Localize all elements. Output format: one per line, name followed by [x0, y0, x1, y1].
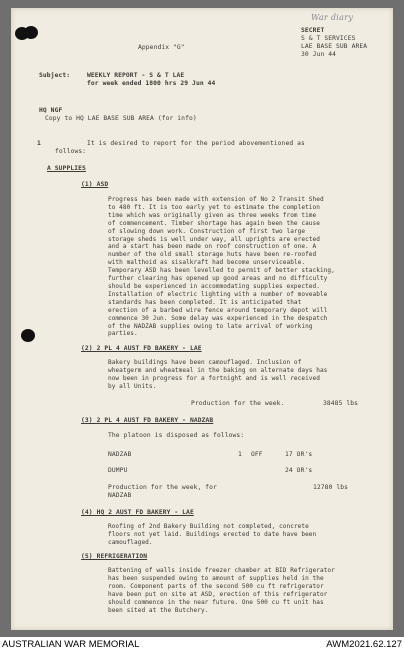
asd-paragraph — [108, 196, 335, 338]
item-heading-asd: (1) ASD — [81, 181, 109, 188]
handwritten-note: War diary — [311, 13, 354, 22]
subject-line-1: WEEKLY REPORT - S & T LAE — [87, 72, 185, 79]
disposition-ors: 17 OR's — [285, 451, 313, 458]
subject-label: Subject: — [39, 72, 71, 79]
header-unit: S & T SERVICES — [301, 35, 356, 42]
section-heading-supplies: A SUPPLIES — [47, 165, 86, 172]
disposition-officer-count: 1 — [238, 451, 242, 458]
asd-line: of slowing down work. Construction of first two large — [108, 227, 306, 235]
refrigeration-line: Battening of walls inside freezer chamber at BID Refrigerator — [108, 567, 335, 574]
refrigeration-line: should commence in the near future. One 500 cu ft unit has — [108, 598, 324, 606]
asd-line: storage sheds is well under way, all uprights are erected — [108, 235, 320, 243]
refrigeration-paragraph — [108, 567, 335, 614]
hq-bakery-line: camouflaged. — [108, 538, 153, 546]
archive-name: AUSTRALIAN WAR MEMORIAL — [2, 639, 140, 650]
punch-hole-middle — [21, 329, 35, 342]
bakery-lae-line: by all Units. — [108, 382, 157, 390]
archive-reference: AWM2021.62.127 — [326, 639, 402, 650]
hq-bakery-line: floors not yet laid. Buildings erected to date have been — [108, 530, 317, 538]
header-area: LAE BASE SUB AREA — [301, 43, 368, 50]
refrigeration-line: room. Component parts of the second 500 cu ft refrigerator — [108, 582, 324, 590]
bakery-lae-line: now been in progress for a fortnight and is well received — [108, 374, 320, 382]
refrigeration-line: been sited at the Butchery. — [108, 606, 209, 614]
asd-line: to 480 ft. It is too early yet to estimate the completion — [108, 203, 320, 211]
archive-footer — [0, 637, 404, 653]
punch-hole-top-2 — [24, 26, 38, 39]
disposition-place: NADZAB — [108, 451, 132, 458]
subject-line-2: for week ended 1800 hrs 29 Jun 44 — [87, 80, 216, 87]
bakery-lae-line: wheatgerm and wheatmeal in the baking on alternate days has — [108, 366, 328, 374]
appendix-label: Appendix "G" — [138, 44, 185, 51]
asd-line: parties. — [108, 330, 138, 338]
disposition-ors: 24 OR's — [285, 467, 313, 474]
item-heading-bakery-lae: (2) 2 PL 4 AUST FD BAKERY - LAE — [81, 345, 202, 352]
document-page — [11, 8, 393, 630]
asd-line: time which was originally given as three weeks from time — [108, 211, 317, 219]
production-nadzab-label: Production for the week, for — [108, 484, 217, 491]
asd-line: Installation of electric lighting with a number of moveable — [108, 290, 328, 298]
production-nadzab-value: 12780 lbs — [313, 484, 349, 491]
hq-bakery-line: Roofing of 2nd Bakery Building not completed, concrete — [108, 523, 309, 530]
disposition-intro: The platoon is disposed as follows: — [108, 432, 245, 439]
production-nadzab-place: NADZAB — [108, 492, 132, 499]
hq-bakery-paragraph — [108, 523, 316, 547]
intro-line-1: It is desired to report for the period abovementioned as — [87, 140, 305, 147]
asd-line: standards has been completed. It is anticipated that — [108, 298, 302, 306]
bakery-lae-paragraph — [108, 359, 327, 391]
asd-line: Temporary ASD has been levelled to permit of better stacking, — [108, 267, 335, 275]
paragraph-number: 1 — [37, 140, 41, 147]
intro-line-2: follows: — [55, 148, 87, 155]
item-heading-hq-bakery: (4) HQ 2 AUST FD BAKERY - LAE — [81, 509, 194, 516]
asd-line: with malthoid as sisalkraft had become unserviceable. — [108, 259, 306, 267]
header-date: 30 Jun 44 — [301, 51, 337, 58]
refrigeration-line: have been put on site at ASD, erection of this refrigerator — [108, 590, 328, 598]
asd-line: of commencement. Timber shortage has again been the cause — [108, 219, 320, 227]
asd-line: erection of a barbed wire fence around temporary depot will — [108, 306, 328, 314]
item-heading-refrigeration: (5) REFRIGERATION — [81, 553, 148, 560]
bakery-lae-line: Bakery buildings have been camouflaged. Inclusion of — [108, 359, 302, 366]
recipient: HQ NGF — [39, 107, 63, 114]
asd-line: commence 30 Jun. Some delay was experienced in the despatch — [108, 314, 328, 322]
asd-line: further clearing has opened up good areas and no difficulty — [108, 275, 328, 283]
asd-line: Progress has been made with extension of No 2 Transit Shed — [108, 196, 324, 203]
refrigeration-line: has been suspended owing to amount of supplies held in the — [108, 574, 324, 582]
item-heading-bakery-nadzab: (3) 2 PL 4 AUST FD BAKERY - NADZAB — [81, 417, 214, 424]
production-lae-label: Production for the week. — [191, 400, 285, 407]
asd-line: and a start has been made on roof construction of one. A — [108, 243, 317, 251]
asd-line: of the NADZAB supplies owing to late arrival of working — [108, 322, 313, 330]
disposition-place: DUMPU — [108, 467, 128, 474]
copy-to: Copy to HQ LAE BASE SUB AREA (for info) — [45, 115, 197, 122]
asd-line: number of the old small storage huts have been re-roofed — [108, 251, 317, 259]
production-lae-value: 38485 lbs — [323, 400, 359, 407]
asd-line: should be experienced in accommodating supplies expected. — [108, 282, 320, 290]
classification: SECRET — [301, 27, 325, 34]
disposition-officer-unit: OFF — [251, 451, 263, 458]
